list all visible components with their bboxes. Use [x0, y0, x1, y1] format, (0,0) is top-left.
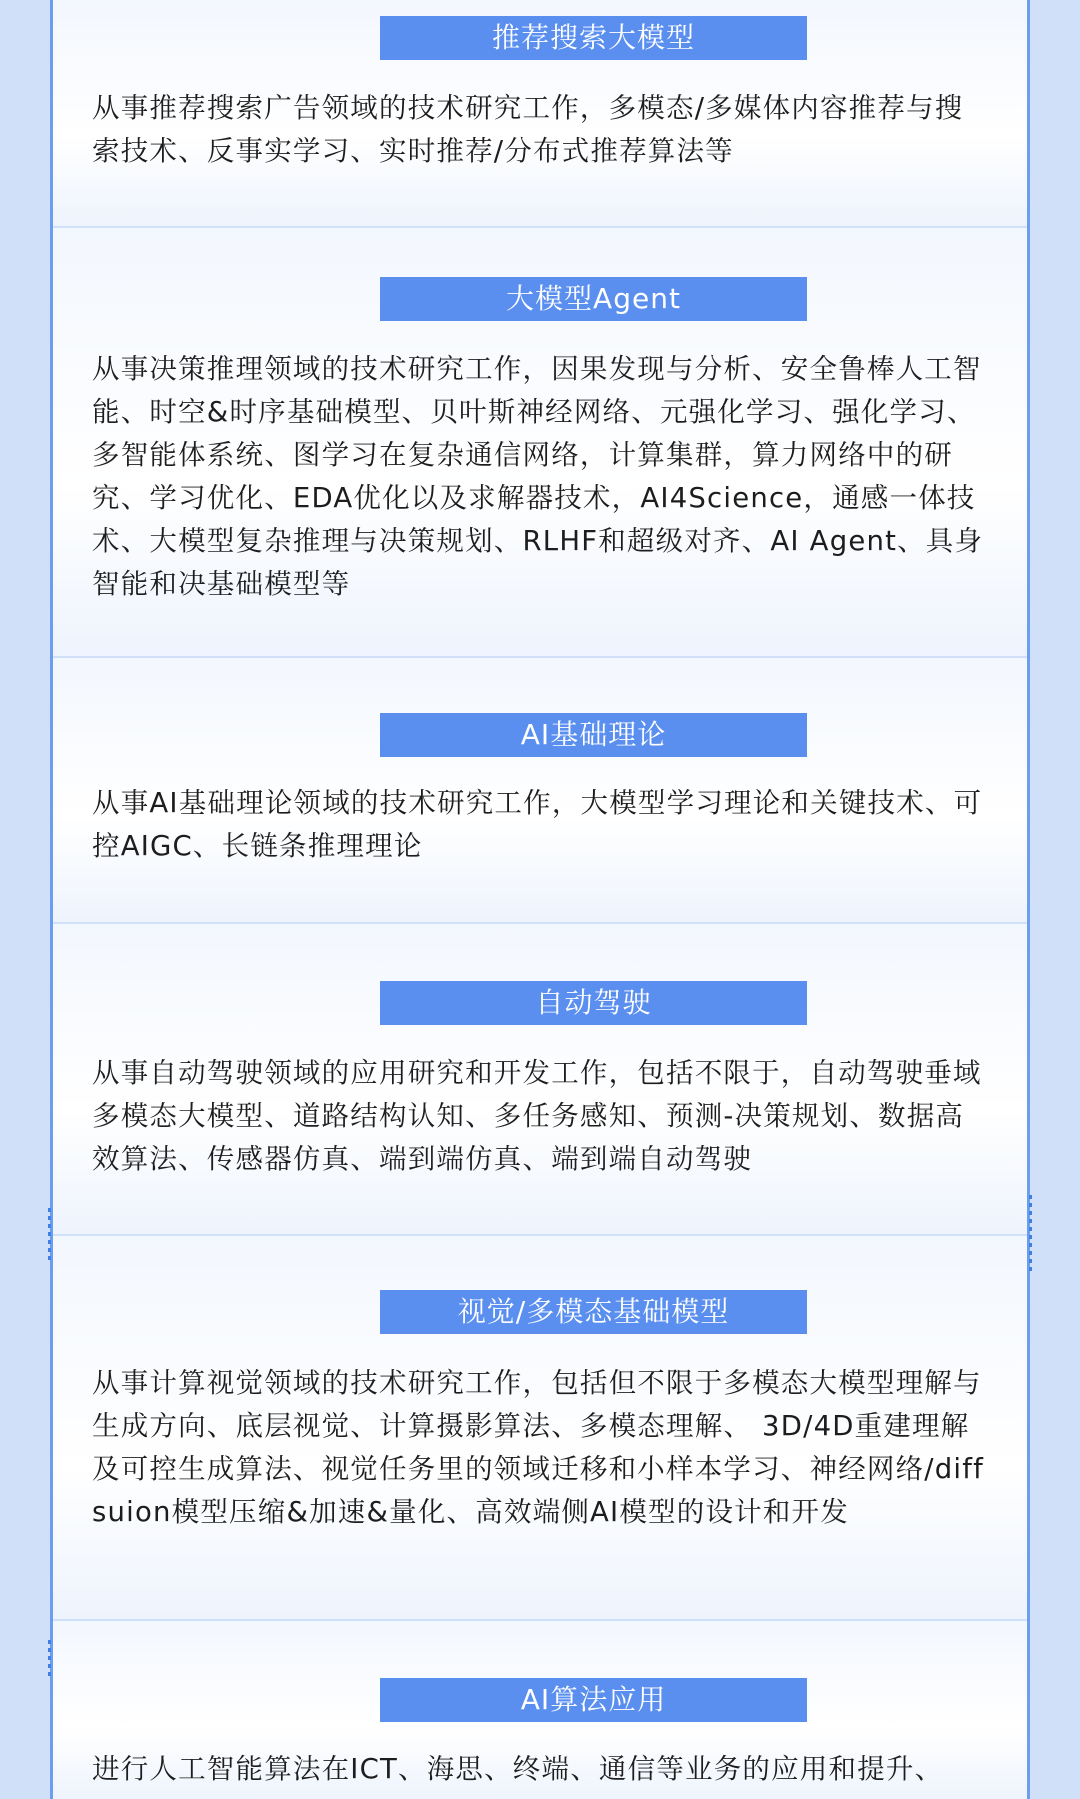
section-title: 自动驾驶 — [380, 981, 807, 1025]
section-description: 从事AI基础理论领域的技术研究工作，大模型学习理论和关键技术、可控AIGC、长链条推理理论 — [92, 787, 983, 862]
section-description: 进行人工智能算法在ICT、海思、终端、通信等业务的应用和提升、 — [92, 1753, 944, 1785]
section-description: 从事决策推理领域的技术研究工作，因果发现与分析、安全鲁棒人工智能、时空&时序基础模型、贝叶斯神经网络、元强化学习、强化学习、多智能体系统、图学习在复杂通信网络，计算集群，算力网络中的研究、学习优化、EDA优化以及求解器技术，AI4Science，通感一体技术、大模型复杂推理与决策规划、RLHF和超级对齐、AI Agent、具身智能和决基础模型等 — [92, 353, 984, 600]
left-dashed-accent — [48, 1208, 51, 1260]
section-title: AI基础理论 — [380, 713, 807, 757]
section-description: 从事自动驾驶领域的应用研究和开发工作，包括不限于，自动驾驶垂域多模态大模型、道路结构认知、多任务感知、预测-决策规划、数据高效算法、传感器仿真、端到端仿真、端到端自动驾驶 — [92, 1057, 982, 1175]
section-card-ai-theory — [53, 658, 1027, 922]
section-card-ai-application — [53, 1621, 1027, 1799]
section-card-autonomous-driving — [53, 924, 1027, 1234]
section-description: 从事计算视觉领域的技术研究工作，包括但不限于多模态大模型理解与生成方向、底层视觉、计算摄影算法、多模态理解、 3D/4D重建理解及可控生成算法、视觉任务里的领域迁移和小样本学习、神经网络/diffsuion模型压缩&加速&量化、高效端侧AI模型的设计和开发 — [92, 1367, 985, 1528]
section-description: 从事推荐搜索广告领域的技术研究工作，多模态/多媒体内容推荐与搜索技术、反事实学习、实时推荐/分布式推荐算法等 — [92, 92, 964, 167]
section-title: 推荐搜索大模型 — [380, 16, 807, 60]
section-card-recommend-search — [53, 0, 1027, 226]
section-title: 大模型Agent — [380, 277, 807, 321]
section-card-vision-multimodal — [53, 1236, 1027, 1619]
section-title: 视觉/多模态基础模型 — [380, 1290, 807, 1334]
right-dashed-accent — [1029, 1195, 1032, 1275]
right-border-strip — [1027, 0, 1030, 1799]
left-dashed-accent-lower — [48, 1640, 51, 1680]
section-title: AI算法应用 — [380, 1678, 807, 1722]
section-card-agent — [53, 228, 1027, 656]
